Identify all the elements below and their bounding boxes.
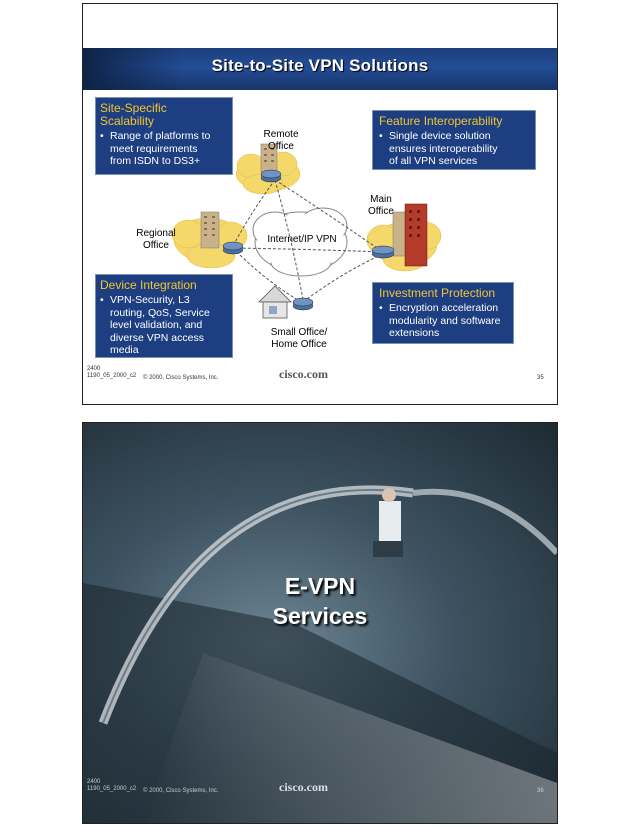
copyright: © 2000, Cisco Systems, Inc. [143, 788, 219, 794]
feature-bullet [379, 130, 529, 168]
bullet-line: Single device solution [389, 130, 491, 142]
slide-code [87, 366, 136, 380]
soho-label [259, 327, 339, 351]
bullet-glyph: • [379, 302, 383, 314]
label-line: Office [268, 141, 294, 152]
investment-heading: Investment Protection [379, 286, 496, 300]
person-figure [373, 488, 403, 557]
scalability-heading-line1: Site-Specific [100, 101, 167, 115]
bullet-line: VPN-Security, L3 [110, 294, 190, 306]
bullet-line: modularity and software [389, 314, 501, 327]
code-line: 2400 [87, 779, 101, 785]
title-line: Services [272, 603, 368, 629]
label-line: Small Office/ [270, 327, 328, 338]
bullet-line: ensures interoperability [389, 142, 498, 155]
home-office-house [259, 286, 313, 318]
scalability-heading-line2: Scalability [100, 114, 155, 128]
code-line: 1190_05_2000_c2 [87, 786, 137, 792]
bullet-glyph: • [100, 130, 104, 142]
bullet-line: media [110, 344, 139, 356]
copyright: © 2000, Cisco Systems, Inc. [143, 375, 219, 381]
regional-office-label [121, 228, 191, 252]
label-line: Home Office [271, 339, 327, 350]
bullet-line: diverse VPN access [110, 331, 204, 344]
bullet-line: routing, QoS, Service [110, 306, 210, 319]
bullet-line: Encryption acceleration [389, 302, 499, 314]
site-specific-scalability-box [95, 97, 233, 175]
bullet-line: from ISDN to DS3+ [110, 155, 201, 167]
label-line: Main [370, 194, 392, 205]
bullet-line: level validation, and [110, 319, 203, 331]
main-office-label [361, 194, 401, 218]
label-line: Regional [136, 228, 176, 239]
bullet-line: Range of platforms to [110, 130, 211, 142]
remote-office-label [251, 129, 311, 153]
device-bullet [100, 294, 228, 357]
feature-heading: Feature Interoperability [379, 114, 503, 128]
slide-code [87, 779, 136, 793]
page-number: 36 [537, 788, 544, 794]
code-line: 2400 [87, 366, 101, 372]
bullet-glyph: • [379, 130, 383, 142]
bullet-glyph: • [100, 294, 104, 306]
slide-title: Site-to-Site VPN Solutions [211, 56, 429, 75]
bullet-line: meet requirements [110, 142, 198, 155]
cisco-logo: cisco.com [279, 780, 328, 794]
slide-36 [82, 422, 558, 824]
scalability-bullet [100, 130, 228, 168]
cisco-logo: cisco.com [279, 367, 328, 381]
device-heading: Device Integration [100, 278, 197, 292]
slide-35 [82, 3, 558, 405]
code-line: 1190_05_2000_c2 [87, 373, 137, 379]
label-line: Office [368, 206, 394, 217]
investment-protection-box [372, 282, 514, 344]
bullet-line: of all VPN services [389, 155, 478, 167]
title-line: E-VPN [284, 573, 356, 599]
internet-vpn-label: Internet/IP VPN [267, 234, 337, 245]
label-line: Remote [263, 129, 299, 140]
label-line: Office [143, 240, 169, 251]
bullet-line: extensions [389, 327, 440, 339]
investment-bullet [379, 302, 507, 340]
device-integration-box [95, 274, 233, 358]
page-number: 35 [537, 375, 544, 381]
section-title [83, 571, 557, 631]
feature-interoperability-box [372, 110, 536, 170]
